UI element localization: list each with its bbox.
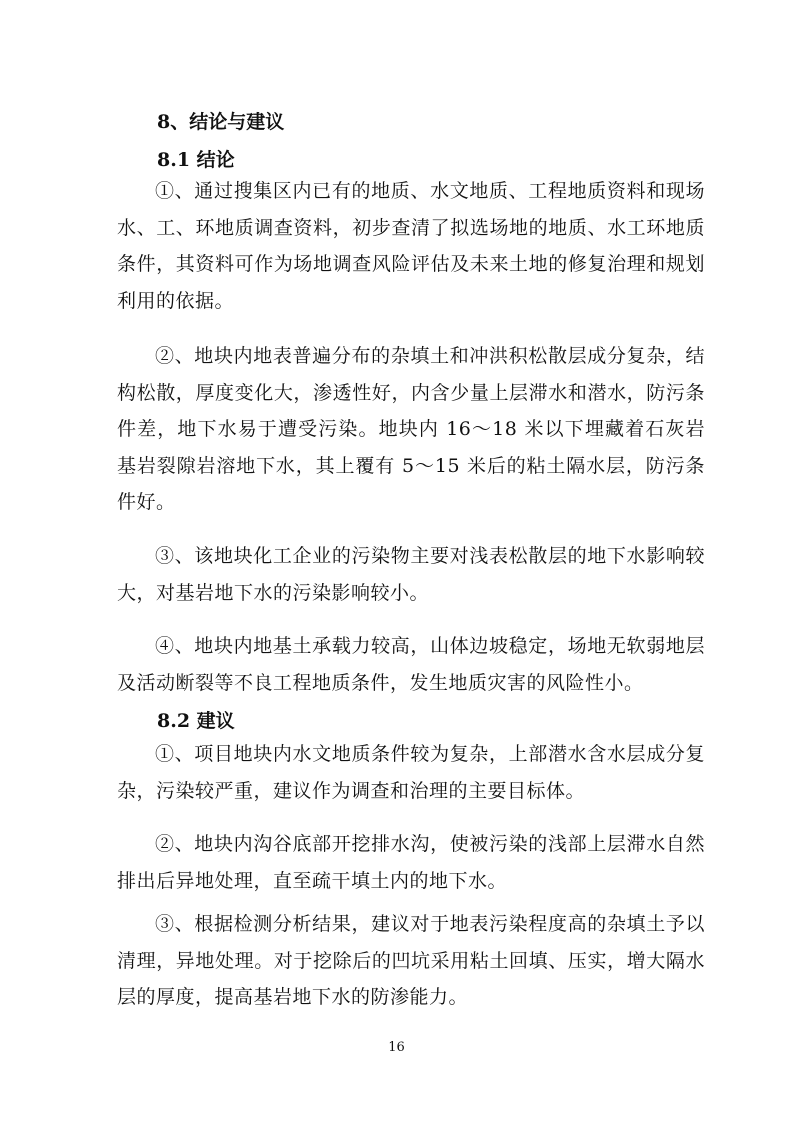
section-title: 8、结论与建议: [157, 111, 285, 133]
suggestion-paragraph-1: ①、项目地块内水文地质条件较为复杂，上部潜水含水层成分复杂，污染较严重，建议作为调查和治理的主要目标体。: [117, 743, 705, 802]
conclusion-paragraph-3: ③、该地块化工企业的污染物主要对浅表松散层的地下水影响较大，对基岩地下水的污染影响较小。: [117, 545, 705, 604]
conclusion-paragraph-2: ②、地块内地表普遍分布的杂填土和冲洪积松散层成分复杂，结构松散，厚度变化大，渗透性好，内含少量上层滞水和潜水，防污条件差，地下水易于遭受污染。地块内 16～18 米以下埋藏着石灰岩基岩裂隙岩溶地下水，其上覆有 5～15 米后的粘土隔水层，防污条件好。: [117, 345, 705, 513]
suggestion-paragraph-3: ③、根据检测分析结果，建议对于地表污染程度高的杂填土予以清理，异地处理。对于挖除后的凹坑采用粘土回填、压实，增大隔水层的厚度，提高基岩地下水的防渗能力。: [117, 913, 705, 1008]
suggestion-heading: 8.2 建议: [157, 710, 235, 732]
suggestion-paragraph-2: ②、地块内沟谷底部开挖排水沟，使被污染的浅部上层滞水自然排出后异地处理，直至疏干填土内的地下水。: [117, 833, 705, 892]
conclusion-paragraph-1: ①、通过搜集区内已有的地质、水文地质、工程地质资料和现场水、工、环地质调查资料，初步查清了拟选场地的地质、水工环地质条件，其资料可作为场地调查风险评估及未来土地的修复治理和规划利用的依据。: [117, 180, 705, 312]
conclusion-paragraph-4: ④、地块内地基土承载力较高，山体边坡稳定，场地无软弱地层及活动断裂等不良工程地质条件，发生地质灾害的风险性小。: [117, 635, 705, 694]
page-number: 16: [388, 1040, 405, 1055]
conclusion-heading: 8.1 结论: [157, 149, 235, 171]
